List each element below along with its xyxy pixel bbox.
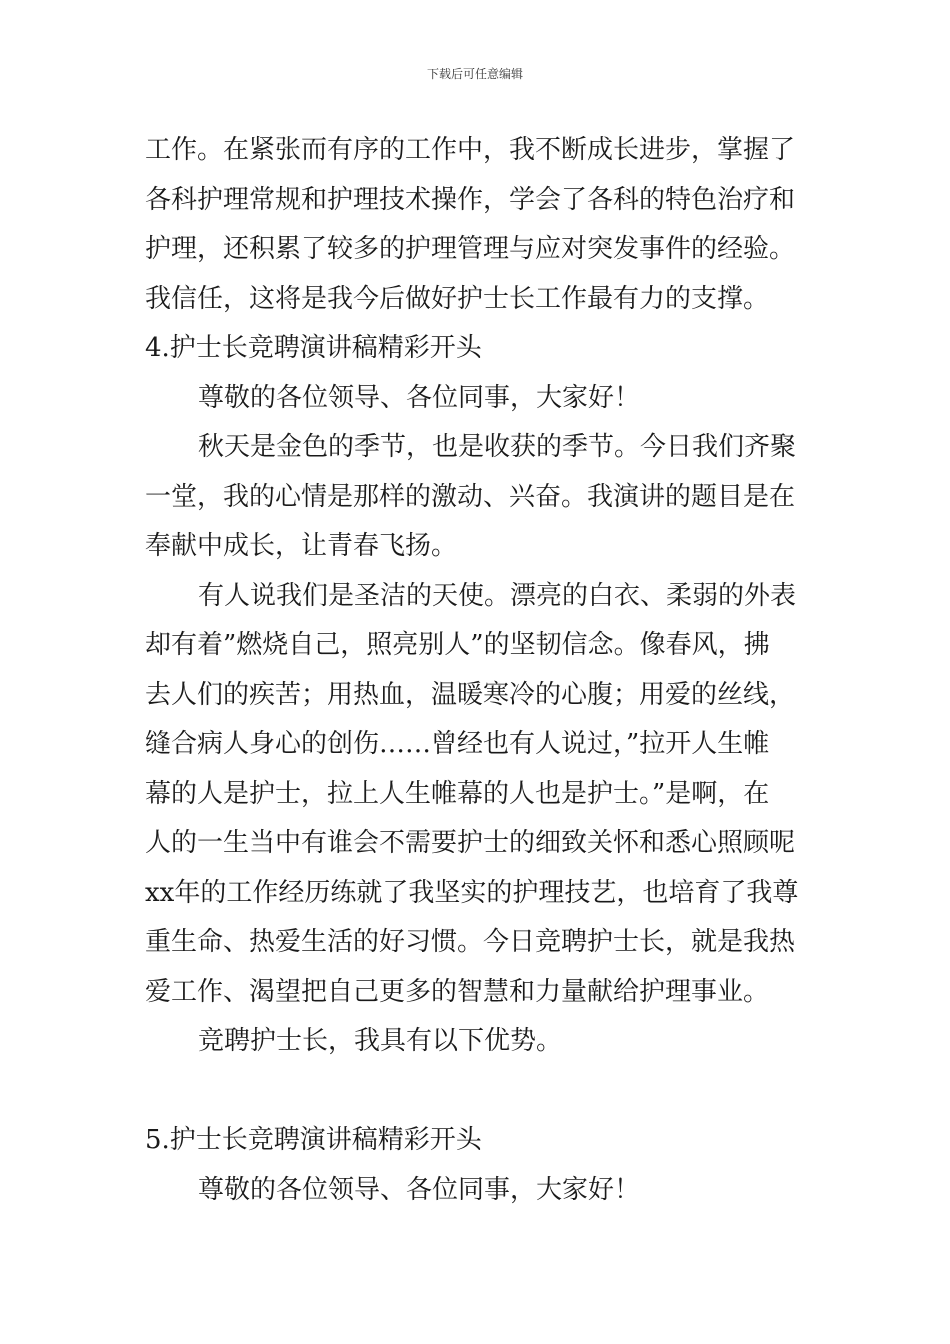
greeting: 尊敬的各位领导、各位同事，大家好！ (198, 382, 641, 413)
text-line: 人的一生当中有谁会不需要护士的细致关怀和悉心照顾呢 (145, 828, 796, 858)
text-line: 却有着”燃烧自己，照亮别人”的坚韧信念。像春风，拂 (145, 630, 770, 660)
text-line: 重生命、热爱生活的好习惯。今日竞聘护士长，就是我热 (145, 927, 796, 957)
text-line: 秋天是金色的季节，也是收获的季节。今日我们齐聚 (198, 432, 797, 462)
section-5 (145, 1116, 813, 1215)
section-heading: 5.护士长竞聘演讲稿精彩开头 (145, 1125, 482, 1155)
text-line: 奉献中成长，让青春飞扬。 (145, 531, 458, 561)
text-line: 各科护理常规和护理技术操作，学会了各科的特色治疗和 (145, 184, 796, 215)
text-line: 爱工作、渴望把自己更多的智慧和力量献给护理事业。 (145, 976, 770, 1007)
greeting: 尊敬的各位领导、各位同事，大家好！ (198, 1174, 641, 1205)
section-4 (145, 324, 813, 1067)
text-line: 一堂，我的心情是那样的激动、兴奋。我演讲的题目是在 (145, 481, 796, 512)
page-header: 下载后可任意编辑 (426, 67, 523, 81)
section-heading: 4.护士长竞聘演讲稿精彩开头 (145, 333, 482, 363)
text-line: 竞聘护士长，我具有以下优势。 (198, 1026, 563, 1056)
text-line: 去人们的疾苦；用热血，温暖寒冷的心腹；用爱的丝线， (145, 679, 796, 710)
intro-paragraph (145, 126, 813, 324)
blank-line (145, 1067, 813, 1117)
text-line: 幕的人是护士，拉上人生帷幕的人也是护士。”是啊，在 (145, 778, 770, 809)
text-line: 缝合病人身心的创伤……曾经也有人说过，”拉开人生帷 (145, 729, 770, 759)
text-line: 工作。在紧张而有序的工作中，我不断成长进步，掌握了 (145, 135, 796, 165)
text-line: 护理，还积累了较多的护理管理与应对突发事件的经验。 (145, 234, 796, 264)
text-line: 我信任，这将是我今后做好护士长工作最有力的支撑。 (145, 283, 770, 314)
document-body (145, 126, 813, 1215)
text-line: xx年的工作经历练就了我坚实的护理技艺，也培育了我尊 (145, 877, 799, 908)
text-line: 有人说我们是圣洁的天使。漂亮的白衣、柔弱的外表 (198, 580, 797, 611)
